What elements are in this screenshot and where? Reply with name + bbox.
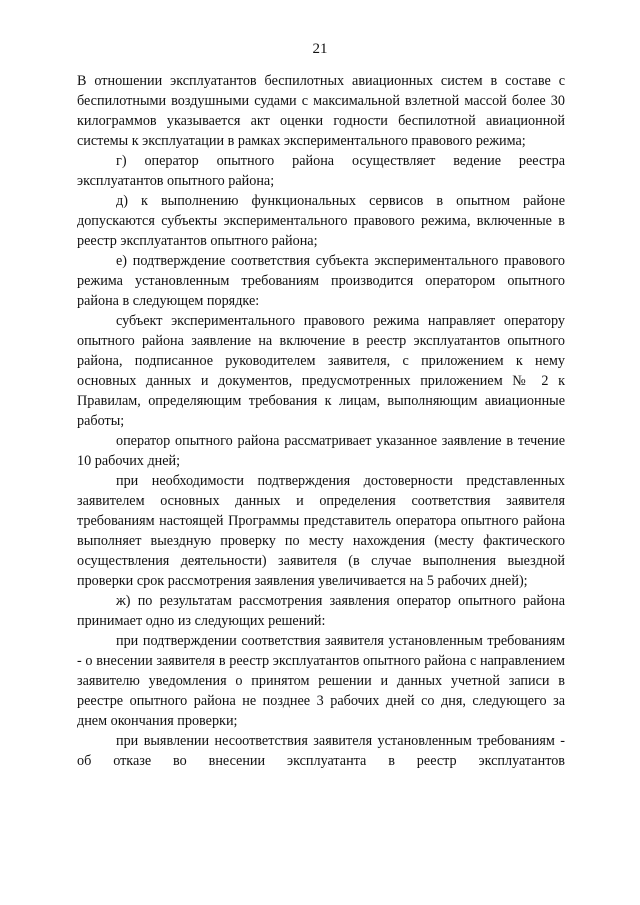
paragraph: при выявлении несоответствия заявителя установленным требованиям - об отказе во внесении эксплуатанта в реестр эксплуатантов — [77, 733, 565, 769]
paragraph: при подтверждении соответствия заявителя установленным требованиям - о внесении заявителя в реестр эксплуатантов опытного района с направлением заявителю уведомления о принятом решении и данных учетной записи в реестре опытного района не позднее 3 рабочих дней со дня, следующего за днем окончания проверки; — [77, 633, 565, 729]
paragraph: ж) по результатам рассмотрения заявления оператор опытного района принимает одно из следующих решений: — [77, 593, 565, 629]
page-number: 21 — [312, 41, 328, 57]
paragraph: оператор опытного района рассматривает указанное заявление в течение 10 рабочих дней; — [77, 433, 565, 469]
paragraph: д) к выполнению функциональных сервисов в опытном районе допускаются субъекты экспериментального правового режима, включенные в реестр эксплуатантов опытного района; — [77, 193, 565, 249]
body-text — [77, 71, 565, 771]
paragraph: при необходимости подтверждения достоверности представленных заявителем основных данных и определения соответствия заявителя требованиям настоящей Программы представитель оператора опытного района выполняет выездную проверку по месту нахождения (месту фактического осуществления деятельности) заявителя (в случае выполнения выездной проверки срок рассмотрения заявления увеличивается на 5 рабочих дней); — [77, 473, 565, 589]
paragraph: г) оператор опытного района осуществляет ведение реестра эксплуатантов опытного района; — [77, 153, 565, 189]
paragraph: е) подтверждение соответствия субъекта экспериментального правового режима установленным требованиям производится оператором опытного района в следующем порядке: — [77, 253, 565, 309]
paragraph: субъект экспериментального правового режима направляет оператору опытного района заявление на включение в реестр эксплуатантов опытного района, подписанное руководителем заявителя, с приложением к нему основных данных и документов, предусмотренных приложением № 2 к Правилам, определяющим требования к лицам, выполняющим авиационные работы; — [77, 313, 565, 429]
paragraph: В отношении эксплуатантов беспилотных авиационных систем в составе с беспилотными воздушными судами с максимальной взлетной массой более 30 килограммов указывается акт оценки годности беспилотной авиационной системы к эксплуатации в рамках экспериментального правового режима; — [77, 73, 565, 149]
